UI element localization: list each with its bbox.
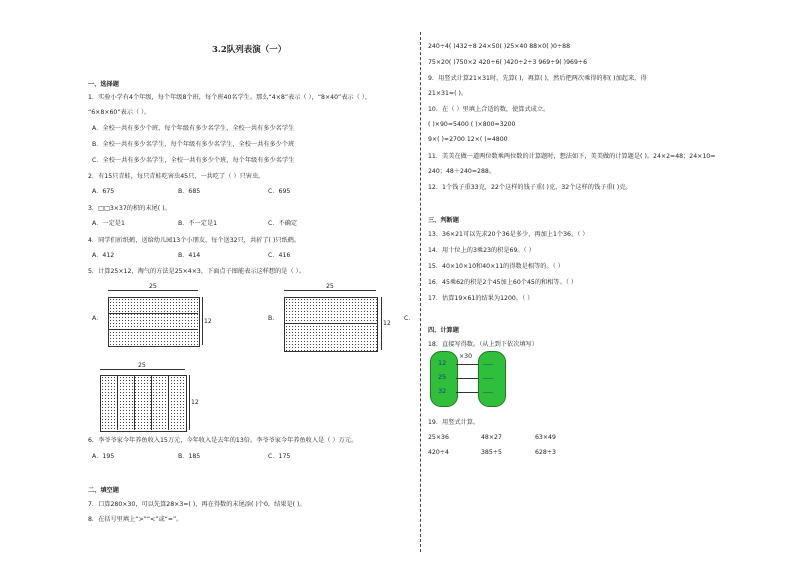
question-7: 7．口算280×30，可以先算28×3=( )，再在得数的末尾添( )个0，结果是( )。	[88, 501, 306, 508]
q6-option-c: C．175	[268, 453, 291, 460]
question-11: 11．美美在做一道两位数乘两位数的计算题时，想法如下，美美做的计算题是( )。24×2=48；24×10=	[428, 153, 716, 160]
q6-option-b: B．185	[178, 453, 201, 460]
question-9: 9．用竖式计算21×31时，先算( )，再算( )，然后把两次乘得的积( )加起来，得	[428, 75, 647, 82]
figure-a-label: A．	[92, 315, 103, 322]
figure-c-width-label: 25	[138, 362, 146, 369]
arrow-line	[456, 378, 478, 379]
figure-a-divider	[108, 313, 198, 314]
q4-option-a: A．412	[92, 252, 115, 259]
figure-a-width-label: 25	[149, 283, 157, 290]
figure-b-divider	[284, 323, 376, 324]
question-15: 15．40×10×10和40×11的得数是相等的。（ ）	[428, 263, 564, 270]
q2-option-a: A．675	[92, 188, 115, 195]
answer-blank[interactable]: ___	[483, 357, 493, 365]
figure-b-height-label: 12	[383, 320, 391, 327]
question-9-cont: 21×31=( )。	[428, 90, 468, 97]
q10-row-1: ( )×90=5400 ( )×800=3200	[428, 121, 516, 128]
figure-a-width-marker	[108, 290, 198, 291]
column-divider	[420, 32, 421, 552]
figure-a-divider	[108, 329, 198, 330]
calc-item: 628÷3	[535, 449, 556, 456]
calc-item: 48×27	[481, 434, 502, 441]
figure-a-height-marker	[202, 297, 203, 345]
q4-option-c: C．416	[268, 252, 291, 259]
question-4: 4．同学们折纸鹤，送给幼儿园13个小朋友，每个送32只，共折了( )只纸鹤。	[88, 237, 301, 244]
question-3: 3．□□3×37的积的末尾( )。	[88, 205, 171, 212]
arrow-line	[456, 392, 478, 393]
question-1-cont: “6×8×60”表示（ ）。	[88, 109, 151, 116]
multiplicand-value: 25	[438, 373, 447, 381]
calc-item: 420÷4	[428, 449, 449, 456]
question-13: 13．36×21可以先求20个36是多少，再加上1个36。（ ）	[428, 231, 589, 238]
q10-row-2: 9×( )=2700 12×( )=4800	[428, 136, 508, 143]
figure-c-height-marker	[189, 375, 190, 430]
section-heading-choice: 一、选择题	[88, 81, 119, 88]
arrow-line	[456, 364, 478, 365]
question-8: 8．在括号里填上“>”“<”或“=”。	[88, 516, 183, 523]
question-10: 10．在（ ）里填上合适的数，使算式成立。	[428, 106, 550, 113]
q6-option-a: A．195	[92, 453, 115, 460]
calc-item: 63×49	[535, 434, 556, 441]
compare-row-1: 240÷4( )432÷8 24×50( )25×40 88×0( )0÷88	[428, 43, 571, 50]
figure-b-height-marker	[381, 297, 382, 350]
figure-c-label: C．	[404, 315, 415, 322]
figure-b-label: B．	[268, 315, 279, 322]
q3-option-b: B．不一定是1	[178, 220, 218, 227]
calc-item: 25×36	[428, 434, 449, 441]
multiplicand-value: 32	[438, 387, 447, 395]
section-heading-fill: 二、填空题	[88, 487, 119, 494]
q1-option-b: B．全校一共有多少名学生，每个年级有多少名学生，全校一共有多少个班	[92, 141, 295, 148]
question-2: 2．有15只青蛙，每只青蛙吃害虫45只，一共吃了（ ）只害虫。	[88, 173, 265, 180]
question-12: 12．1个钱子重33克，22个这样的钱子重( )克，32个这样的钱子重( )克。	[428, 184, 632, 191]
question-1: 1．实验小学有4个年级，每个年级8个班，每个班40名学生。那么“4×8”表示（ ），“8×40”表示（ ），	[88, 94, 372, 101]
figure-a-height-label: 12	[204, 318, 212, 325]
q1-option-a: A．全校一共有多少个班，每个年级有多少名学生，全校一共有多少名学生	[92, 125, 295, 132]
figure-b-width-label: 25	[326, 283, 334, 290]
q2-option-c: C．695	[268, 188, 291, 195]
multiplier-label: ×30	[459, 353, 473, 360]
question-16: 16．45乘62的积是2个45加上60个45的和相等。（ ）	[428, 279, 578, 286]
question-17: 17．估算19×61的结果为1200。（ ）	[428, 295, 534, 302]
multiplicand-value: 12	[438, 359, 447, 367]
q3-option-c: C．不确定	[268, 220, 298, 227]
answer-blank[interactable]: ___	[483, 371, 493, 379]
question-18: 18．直接写得数。（从上到下依次填写）	[428, 341, 538, 348]
question-11-cont: 240；48＋240=288。	[428, 168, 496, 175]
question-14: 14．用十位上的3乘23的积是69。（ ）	[428, 247, 535, 254]
figure-c-height-label: 12	[191, 399, 199, 406]
figure-a-dot-grid	[108, 297, 200, 347]
figure-c-dot-grid	[100, 375, 187, 432]
q2-option-b: B．685	[178, 188, 201, 195]
q3-option-a: A．一定是1	[92, 220, 125, 227]
figure-c-divider	[117, 375, 118, 430]
section-heading-judge: 三、判断题	[428, 217, 459, 224]
question-6: 6．李爷爷家今年养鱼收入15万元，今年收入是去年的13倍。李爷爷家今年养鱼收入是（ ）万元。	[88, 437, 358, 444]
compare-row-2: 75×20( )750×2 420÷6( )420÷2÷3 969÷9( )969÷6	[428, 59, 588, 66]
figure-b-width-marker	[284, 290, 376, 291]
figure-b-dot-grid	[284, 297, 378, 352]
calc-item: 385÷5	[481, 449, 502, 456]
question-5: 5．计算25×12，淘气的方法是25×4×3，下面点子图能表示这样想的是（ ）。	[88, 268, 305, 275]
figure-c-divider	[151, 375, 152, 430]
figure-c-width-marker	[100, 369, 185, 370]
q4-option-b: B．414	[178, 252, 201, 259]
section-heading-calc: 四、计算题	[428, 327, 459, 334]
q1-option-c: C．全校一共有多少名学生，全校一共有多少个班，每个年级有多少名学生	[92, 157, 295, 164]
figure-c-divider	[134, 375, 135, 430]
answer-blank[interactable]: ___	[483, 385, 493, 393]
figure-c-divider	[168, 375, 169, 430]
page-title: 3.2队列表演（一）	[212, 45, 287, 55]
question-19: 19．用竖式计算。	[428, 419, 480, 426]
